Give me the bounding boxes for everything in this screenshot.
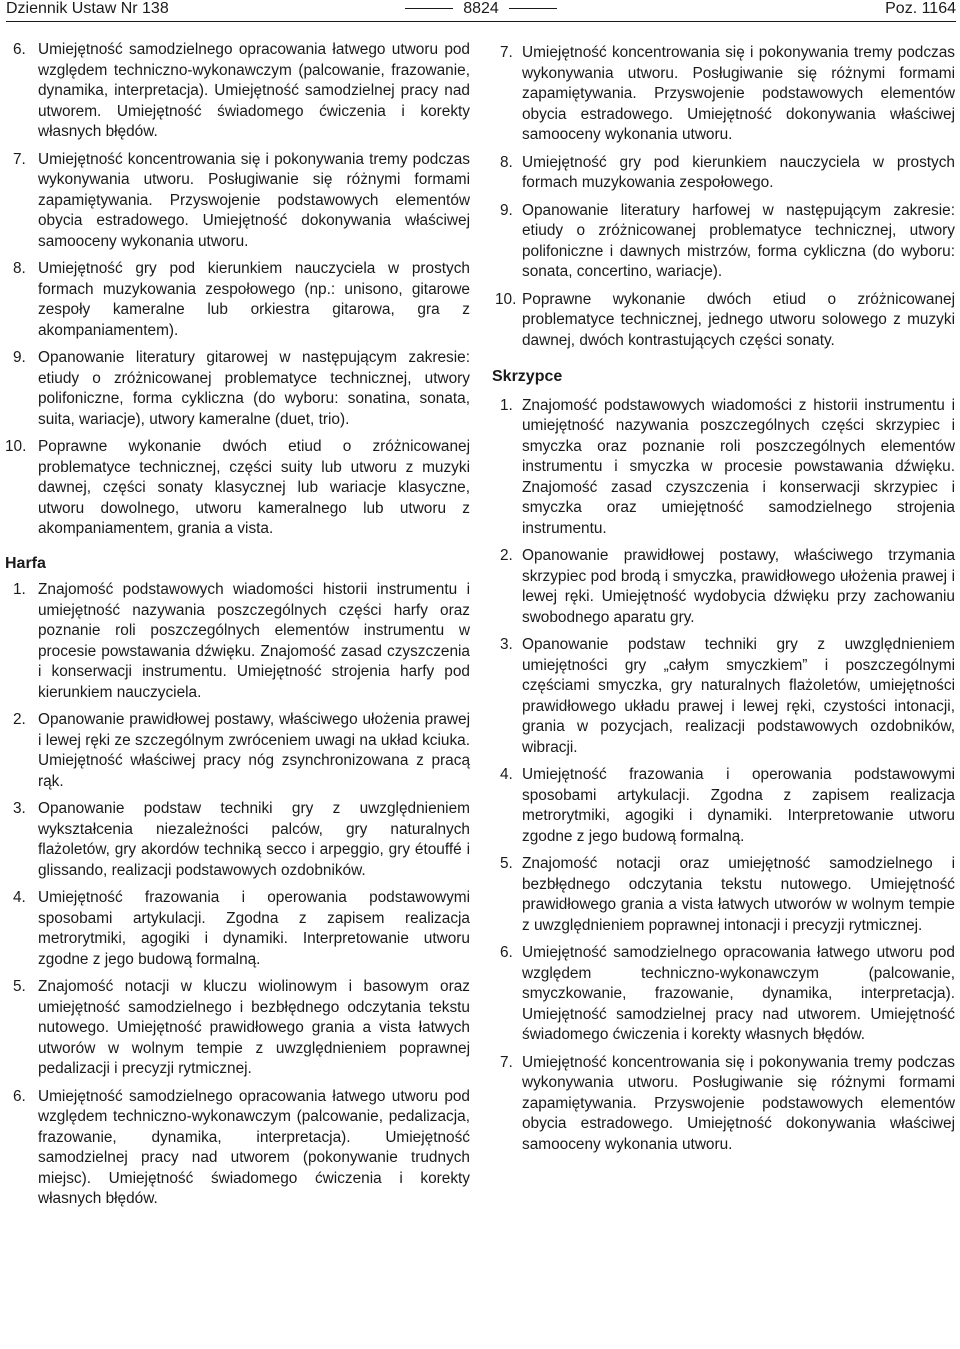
item-text: Poprawne wykonanie dwóch etiud o zróżnicowanej problematyce technicznej, części suity lub utworu z muzyki dawnej, części sonaty klasycznej lub wariacje klasyczne, utworu dowolnego, utworu kameralnego lub utworu z akompaniamentem, grania a vista. <box>38 438 470 537</box>
item-text: Umiejętność koncentrowania się i pokonywania tremy podczas wykonywania utworu. Posługiwanie się różnymi formami zapamiętywania. Przyswojenie podstawowych elementów obycia estradowego. Umiejętność dokonywania właściwej samooceny wykonania utworu. <box>522 44 955 143</box>
list-item <box>5 150 470 253</box>
item-text: Opanowanie podstaw techniki gry z uwzględnieniem wykształcenia niezależności palców, gry naturalnych flażoletów, gry akordów techniką secco i arpeggio, gry étouffé i glissando, realizacji podstawowych ozdobników. <box>38 800 470 879</box>
list-item <box>495 201 955 283</box>
item-number: 5. <box>500 855 513 872</box>
item-number: 2. <box>500 547 513 564</box>
list-item <box>495 854 955 936</box>
header-rule <box>6 21 956 22</box>
list-item <box>5 580 470 703</box>
list-item <box>495 290 955 352</box>
right-top-list <box>495 43 955 351</box>
item-number: 7. <box>500 1053 513 1071</box>
item-text: Umiejętność samodzielnego opracowania łatwego utworu pod względem techniczno-wykonawczym (palcowanie, smyczkowanie, frazowanie, dynamika, interpretacja). Umiejętność samodzielnej pracy nad utworem. Umiejętność świadomego ćwiczenia i korekty własnych błędów. <box>522 944 955 1043</box>
item-text: Opanowanie podstaw techniki gry z uwzględnieniem umiejętności gry „całym smyczkiem” i poszczególnymi częściami smyczka, gry naturalnych flażoletów, umiejętności prawidłowego układu prawej i lewej ręki, czystości intonacji, grania w pozycjach, realizacji podstawowych ozdobników, wibracji. <box>522 636 955 756</box>
dash-left <box>405 8 453 9</box>
item-text: Opanowanie prawidłowej postawy, właściwego trzymania skrzypiec pod brodą i smyczka, prawidłowego ułożenia prawej i lewej ręki. Umiejętność wydobycia dźwięku przy zachowaniu swobodnego aparatu gry. <box>522 547 955 626</box>
item-text: Umiejętność samodzielnego opracowania łatwego utworu pod względem techniczno-wykonawczym (palcowanie, pedalizacja, frazowanie, dynamika, interpretacja). Umiejętność samodzielnej pracy nad utworem (pokonywanie trudnych miejsc). Umiejętność świadomego ćwiczenia i korekty własnych błędów. <box>38 1087 470 1207</box>
item-number: 6. <box>13 1087 26 1105</box>
list-item <box>5 799 470 881</box>
item-text: Umiejętność gry pod kierunkiem nauczyciela w prostych formach muzykowania zespołowego (np.: unisono, gitarowe zespoły kameralne lub orkiestra gitarowa, gra z akompaniamentem). <box>38 260 470 339</box>
item-number: 10. <box>495 290 517 308</box>
item-text: Umiejętność koncentrowania się i pokonywania tremy podczas wykonywania utworu. Posługiwanie się różnymi formami zapamiętywania. Przyswojenie podstawowych elementów obycia estradowego. Umiejętność dokonywania właściwej samooceny wykonania utworu. <box>38 150 470 250</box>
item-number: 6. <box>500 944 513 961</box>
list-item <box>5 1087 470 1210</box>
list-item <box>5 710 470 792</box>
item-text: Umiejętność frazowania i operowania podstawowymi sposobami artykulacji. Zgodna z zapisem realizacja metrorytmiki, agogiki i dynamiki. Interpretowanie utworu zgodne z jego budową formalną. <box>38 889 470 968</box>
item-text: Znajomość notacji w kluczu wiolinowym i basowym oraz umiejętność samodzielnego i bezbłędnego odczytania tekstu nutowego. Umiejętność prawidłowego grania a vista łatwych utworów w wolnym tempie z uwzględnieniem poprawnej pedalizacji i precyzji rytmicznej. <box>38 978 470 1077</box>
item-text: Umiejętność gry pod kierunkiem nauczyciela w prostych formach muzykowania zespołowego. <box>522 153 955 191</box>
list-item <box>5 259 470 341</box>
item-number: 7. <box>500 44 513 61</box>
item-number: 7. <box>13 150 26 168</box>
item-number: 2. <box>13 711 26 728</box>
item-number: 9. <box>500 201 513 219</box>
dash-right <box>509 8 557 9</box>
item-number: 3. <box>500 636 513 653</box>
journal-title: Dziennik Ustaw Nr 138 <box>6 0 169 17</box>
list-item <box>495 635 955 758</box>
left-column <box>5 40 470 1217</box>
item-text: Opanowanie prawidłowej postawy, właściwego ułożenia prawej i lewej ręki ze szczególnym zwróceniem uwagi na układ kciuka. Umiejętność właściwej pracy nóg zsynchronizowana z pracą rąk. <box>38 711 470 790</box>
list-item <box>5 40 470 143</box>
list-item <box>495 765 955 847</box>
item-number: 1. <box>13 581 26 598</box>
item-text: Opanowanie literatury harfowej w następującym zakresie: etiudy o zróżnicowanej problematyce technicznej, utwory polifoniczne i dawnych mistrzów, forma cykliczna (do wyboru: sonata, concertino, wariacje). <box>522 201 955 280</box>
page-number-line <box>6 0 956 18</box>
harfa-list <box>5 580 470 1210</box>
list-item <box>495 153 955 194</box>
skrzypce-list <box>495 396 955 1156</box>
item-number: 8. <box>500 153 513 171</box>
item-number: 6. <box>13 41 26 58</box>
list-item <box>495 43 955 146</box>
item-number: 5. <box>13 978 26 995</box>
list-item <box>5 348 470 430</box>
page-number: 8824 <box>463 0 499 17</box>
position-number: Poz. 1164 <box>885 0 956 17</box>
item-text: Znajomość notacji oraz umiejętność samodzielnego i bezbłędnego odczytania tekstu nutowego. Umiejętność prawidłowego grania a vista łatwych utworów w wolnym tempie z uwzględnieniem poprawnej intonacji i precyzji rytmicznej. <box>522 855 955 934</box>
item-number: 3. <box>13 800 26 817</box>
item-text: Poprawne wykonanie dwóch etiud o zróżnicowanej problematyce technicznej, jednego utworu solowego z muzyki dawnej, dwóch kontrastujących części sonaty. <box>522 290 955 349</box>
item-number: 4. <box>500 766 513 783</box>
item-text: Umiejętność koncentrowania się i pokonywania tremy podczas wykonywania utworu. Posługiwanie się różnymi formami zapamiętywania. Przyswojenie podstawowych elementów obycia estradowego. Umiejętność dokonywania właściwej samooceny wykonania utworu. <box>522 1053 955 1153</box>
section-title-skrzypce: Skrzypce <box>492 368 563 385</box>
section-title-harfa: Harfa <box>5 554 46 572</box>
list-item <box>495 943 955 1046</box>
list-item <box>5 977 470 1080</box>
item-text: Znajomość podstawowych wiadomości z historii instrumentu i umiejętność nazywania poszczególnych części skrzypiec i smyczka oraz poznanie roli poszczególnych elementów instrumentu i smyczka w procesie powstawania dźwięku. Znajomość zasad czyszczenia i konserwacji skrzypiec i smyczka oraz umiejętność samodzielnego strojenia instrumentu. <box>522 396 955 537</box>
list-item <box>495 1053 955 1156</box>
item-number: 9. <box>13 349 26 366</box>
item-text: Znajomość podstawowych wiadomości historii instrumentu i umiejętność nazywania poszczególnych części harfy oraz poznanie roli poszczególnych elementów instrumentu w procesie powstawania dźwięku. Znajomość zasad czyszczenia i konserwacji instrumentu. Umiejętność strojenia harfy pod kierunkiem nauczyciela. <box>38 581 470 701</box>
item-text: Opanowanie literatury gitarowej w następującym zakresie: etiudy o zróżnicowanej problematyce technicznej, utwory polifoniczne, forma cykliczna (do wyboru: sonatina, sonata, suita, wariacje), utwory kameralne (duet, trio). <box>38 349 470 428</box>
item-number: 1. <box>500 396 513 414</box>
item-number: 8. <box>13 260 26 277</box>
page-header <box>6 0 956 22</box>
list-item <box>495 396 955 540</box>
list-item <box>495 546 955 628</box>
list-item <box>5 888 470 970</box>
right-column <box>492 43 955 1162</box>
item-text: Umiejętność samodzielnego opracowania łatwego utworu pod względem techniczno-wykonawczym (palcowanie, frazowanie, dynamika, interpretacja). Umiejętność samodzielnej pracy nad utworem. Umiejętność świadomego ćwiczenia i korekty własnych błędów. <box>38 41 470 140</box>
list-item <box>5 437 470 540</box>
item-text: Umiejętność frazowania i operowania podstawowymi sposobami artykulacji. Zgodna z zapisem realizacja metrorytmiki, agogiki i dynamiki. Interpretowanie utworu zgodne z jego budową formalną. <box>522 766 955 845</box>
item-number: 4. <box>13 889 26 906</box>
left-top-list <box>5 40 470 540</box>
item-number: 10. <box>5 438 27 455</box>
